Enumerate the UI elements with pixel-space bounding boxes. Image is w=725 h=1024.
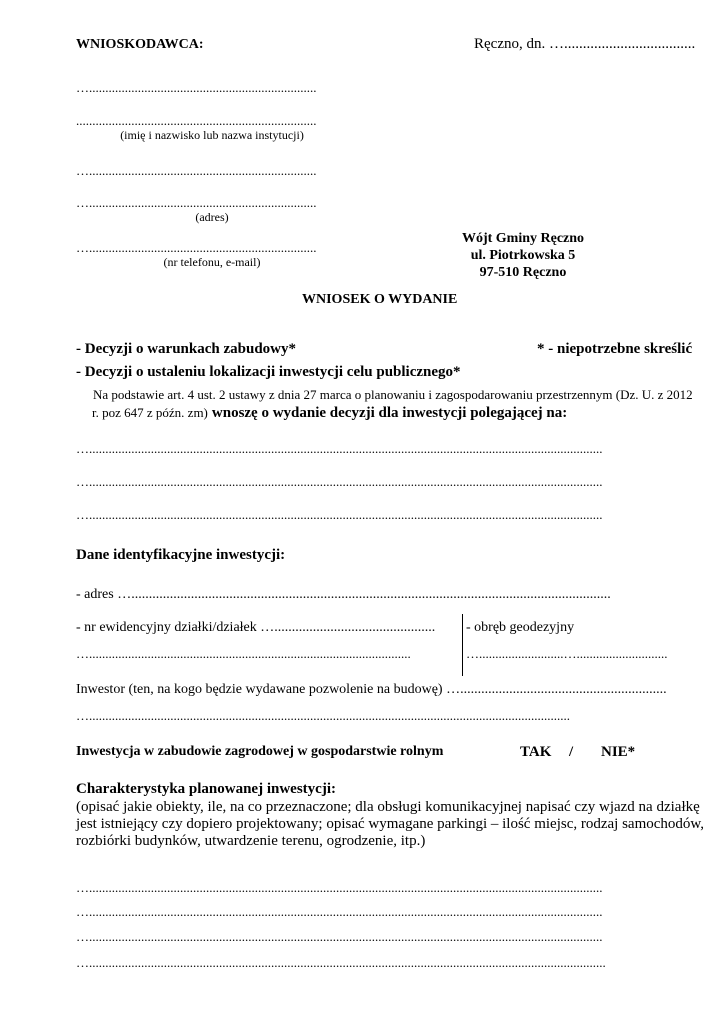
geodetic-district-field[interactable]: …..........................…............................ [466, 646, 668, 661]
applicant-phone-line[interactable]: …...................................................................... [76, 240, 317, 255]
characteristics-line-1[interactable]: ….............................................................................................................................................................. [76, 880, 603, 895]
applicant-address-line-2[interactable]: …...................................................................... [76, 195, 317, 210]
column-divider [462, 614, 463, 676]
legal-basis-line-2 [92, 404, 567, 422]
applicant-name-line-1[interactable]: …...................................................................... [76, 80, 317, 95]
identification-heading: Dane identyfikacyjne inwestycji: [76, 547, 286, 563]
legal-basis-citation: r. poz 647 z późn. zm) [92, 405, 208, 420]
document-title: WNIOSEK O WYDANIE [302, 292, 458, 307]
characteristics-line-4[interactable]: …............................................................................................................................................................... [76, 955, 606, 970]
characteristics-heading: Charakterystyka planowanej inwestycji: [76, 781, 336, 797]
option-public-purpose-location[interactable]: - Decyzji o ustaleniu lokalizacji inwestycji celu publicznego* [76, 364, 461, 380]
strike-out-note: * - niepotrzebne skreślić [537, 341, 693, 357]
investment-description-line-2[interactable]: ….............................................................................................................................................................. [76, 474, 603, 489]
farm-investment-question: Inwestycja w zabudowie zagrodowej w gospodarstwie rolnym [76, 744, 444, 759]
farm-answer-no[interactable]: NIE* [601, 744, 636, 760]
geodetic-district-label: - obręb geodezyjny [466, 620, 575, 635]
option-building-conditions[interactable]: - Decyzji o warunkach zabudowy* [76, 341, 296, 357]
investment-description-line-1[interactable]: ….............................................................................................................................................................. [76, 441, 603, 456]
applicant-address-line-1[interactable]: …...................................................................... [76, 163, 317, 178]
characteristics-instructions-3: rozbiórki budynków, utwardzenie terenu, ogrodzenie, itp.) [76, 833, 426, 849]
characteristics-instructions-1: (opisać jakie obiekty, ile, na co przeznaczone; dla obsługi komunikacyjnej napisać czy wjazd na działkę [76, 799, 700, 815]
applicant-heading: WNIOSKODAWCA: [76, 37, 204, 52]
farm-answer-yes[interactable]: TAK [520, 744, 552, 760]
addressee-street: ul. Piotrkowska 5 [470, 248, 576, 263]
characteristics-line-3[interactable]: ….............................................................................................................................................................. [76, 929, 603, 944]
legal-basis-line-1: Na podstawie art. 4 ust. 2 ustawy z dnia 27 marca o planowaniu i zagospodarowaniu przestrzennym (Dz. U. z 2012 [93, 387, 693, 402]
applicant-name-caption: (imię i nazwisko lub nazwa instytucji) [120, 128, 304, 142]
applicant-address-caption: (adres) [195, 210, 229, 224]
place-date-field[interactable]: Ręczno, dn. …................................... [474, 36, 696, 52]
characteristics-instructions-2: jest istniejący czy dopiero projektowany; opisać wymagane parkingi – ilość miejsc, rodzaj samochodów, [76, 816, 705, 832]
applicant-name-line-2[interactable]: .......................................................................... [76, 113, 317, 128]
addressee-name: Wójt Gminy Ręczno [461, 231, 585, 246]
investor-line[interactable]: ….................................................................................................................................................... [76, 708, 570, 723]
request-statement: wnoszę o wydanie decyzji dla inwestycji polegającej na: [211, 405, 568, 421]
parcel-number-field[interactable]: - nr ewidencyjny działki/działek ….............................................. [76, 620, 436, 635]
investment-description-line-3[interactable]: ….............................................................................................................................................................. [76, 507, 603, 522]
farm-answer-separator: / [569, 744, 574, 760]
investor-field[interactable]: Inwestor (ten, na kogo będzie wydawane pozwolenie na budowę) …........................................................... [76, 682, 667, 697]
characteristics-line-2[interactable]: ….............................................................................................................................................................. [76, 904, 603, 919]
addressee-city: 97-510 Ręczno [479, 265, 567, 280]
applicant-phone-caption: (nr telefonu, e-mail) [163, 255, 261, 269]
investment-address-field[interactable]: - adres …......................................................................................................................................... [76, 587, 611, 602]
parcel-number-line[interactable]: …................................................................................................... [76, 646, 411, 661]
